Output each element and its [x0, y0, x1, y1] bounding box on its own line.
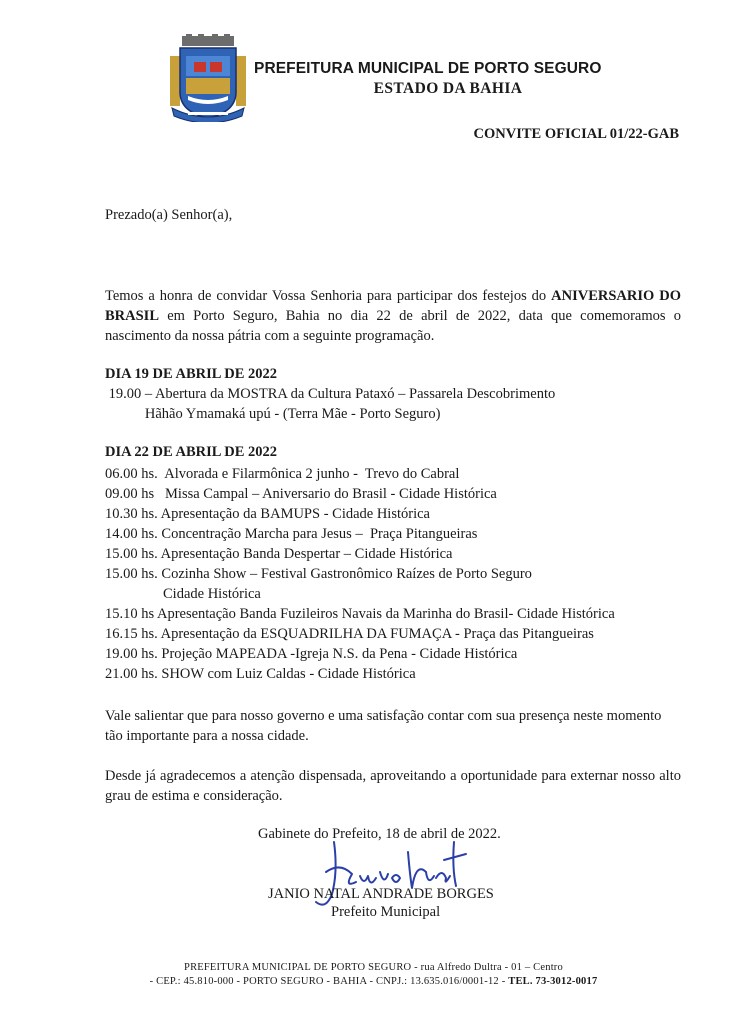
footer-contact — [0, 976, 747, 987]
signatory-name: JANIO NATAL ANDRADE BORGES — [268, 886, 494, 902]
intro-text-start: Temos a honra de convidar Vossa Senhoria para participar dos festejos do — [105, 288, 552, 304]
schedule-item: Cidade Histórica — [105, 586, 261, 602]
invitation-reference: CONVITE OFICIAL 01/22-GAB — [473, 126, 679, 142]
schedule-item: 15.10 hs Apresentação Banda Fuzileiros Navais da Marinha do Brasil- Cidade Histórica — [105, 606, 615, 622]
schedule-item: 14.00 hs. Concentração Marcha para Jesus – Praça Pitangueiras — [105, 526, 478, 542]
salutation: Prezado(a) Senhor(a), — [105, 207, 233, 223]
closing-line: Gabinete do Prefeito, 18 de abril de 2022. — [258, 826, 501, 842]
municipal-coat-of-arms-icon — [168, 34, 248, 122]
schedule-item: 19.00 hs. Projeção MAPEADA -Igreja N.S. da Pena - Cidade Histórica — [105, 646, 518, 662]
thanks-paragraph: Desde já agradecemos a atenção dispensada, aproveitando a oportunidade para externar nosso alto grau de estima e consideração. — [105, 768, 681, 804]
day2-schedule — [105, 464, 705, 684]
intro-paragraph — [105, 286, 681, 346]
intro-highlight: ANIVERSARIO DO BRASIL — [105, 288, 681, 324]
schedule-item: 19.00 – Abertura da MOSTRA da Cultura Pataxó – Passarela Descobrimento — [105, 386, 556, 402]
footer-address: PREFEITURA MUNICIPAL DE PORTO SEGURO - rua Alfredo Dultra - 01 – Centro — [184, 962, 563, 973]
schedule-item: 09.00 hs Missa Campal – Aniversario do Brasil - Cidade Histórica — [105, 486, 497, 502]
schedule-item: 10.30 hs. Apresentação da BAMUPS - Cidade Histórica — [105, 506, 430, 522]
schedule-item: Hãhão Ymamaká upú - (Terra Mãe - Porto Seguro) — [105, 406, 441, 422]
schedule-item: 16.15 hs. Apresentação da ESQUADRILHA DA FUMAÇA - Praça das Pitangueiras — [105, 626, 594, 642]
day1-title: DIA 19 DE ABRIL DE 2022 — [105, 366, 278, 382]
header-subtitle: ESTADO DA BAHIA — [373, 80, 523, 97]
schedule-item: 15.00 hs. Cozinha Show – Festival Gastronômico Raízes de Porto Seguro — [105, 566, 532, 582]
day1-schedule — [105, 384, 705, 424]
acknowledgement-paragraph: Vale salientar que para nosso governo e uma satisfação contar com sua presença neste momento tão importante para a nossa cidade. — [105, 708, 662, 744]
schedule-item: 21.00 hs. SHOW com Luiz Caldas - Cidade Histórica — [105, 666, 416, 682]
schedule-item: 06.00 hs. Alvorada e Filarmônica 2 junho - Trevo do Cabral — [105, 466, 460, 482]
header-title: PREFEITURA MUNICIPAL DE PORTO SEGURO — [254, 60, 602, 77]
footer-contact-text: - CEP.: 45.810-000 - PORTO SEGURO - BAHIA - CNPJ.: 13.635.016/0001-12 - — [149, 976, 509, 987]
day2-title: DIA 22 DE ABRIL DE 2022 — [105, 444, 278, 460]
footer-phone: TEL. 73-3012-0017 — [508, 976, 598, 987]
intro-text-end: em Porto Seguro, Bahia no dia 22 de abril de 2022, data que comemoramos o nascimento da nossa pátria com a seguinte programação. — [105, 308, 681, 344]
schedule-item: 15.00 hs. Apresentação Banda Despertar – Cidade Histórica — [105, 546, 453, 562]
signatory-role: Prefeito Municipal — [331, 904, 441, 920]
